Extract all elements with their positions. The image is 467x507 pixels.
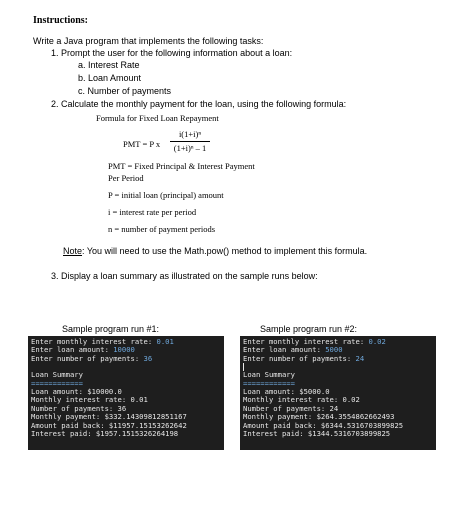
fraction-bar	[170, 141, 210, 142]
step-1-item-a: a. Interest Rate	[78, 60, 140, 70]
run-2-summary-title: Loan Summary	[243, 370, 295, 380]
definition-pmt-period: Per Period	[108, 173, 144, 183]
run-1-console	[28, 336, 224, 450]
run-1-interest-rate: Monthly interest rate: 0.01	[31, 395, 148, 405]
run-2-rate-line: Enter monthly interest rate: 0.02	[243, 337, 386, 346]
run-1-loan-amount: Loan amount: $10000.0	[31, 387, 122, 397]
note	[63, 246, 367, 257]
step-3: 3. Display a loan summary as illustrated on the sample runs below:	[51, 271, 318, 281]
intro-text: Write a Java program that implements the following tasks:	[33, 36, 264, 46]
formula-lhs: PMT = P x	[123, 139, 161, 149]
run-2-interest-rate: Monthly interest rate: 0.02	[243, 395, 360, 405]
definition-p: P = initial loan (principal) amount	[108, 190, 224, 200]
run-2-payments: Number of payments: 24	[243, 403, 339, 413]
run-1-summary-title: Loan Summary	[31, 370, 83, 380]
formula-denominator: (1+i)ⁿ – 1	[173, 143, 207, 153]
run-2-loan-amount: Loan amount: $5000.0	[243, 387, 330, 397]
note-text: : You will need to use the Math.pow() method to implement this formula.	[82, 246, 368, 256]
step-2: 2. Calculate the monthly payment for the loan, using the following formula:	[51, 99, 347, 109]
run-2-amount-line: Enter loan amount: 5000	[243, 345, 343, 355]
note-label: Note	[63, 246, 83, 256]
formula-title: Formula for Fixed Loan Repayment	[96, 113, 219, 123]
run-2-monthly-payment: Monthly payment: $264.3554862662493	[243, 412, 395, 422]
instructions-heading: Instructions:	[33, 15, 89, 26]
run-2-title: Sample program run #2:	[260, 324, 358, 334]
formula-numerator: i(1+i)ⁿ	[178, 129, 202, 139]
run-1-monthly-payment: Monthly payment: $332.14309812851167	[31, 412, 187, 422]
run-1-rate-line: Enter monthly interest rate: 0.01	[31, 337, 174, 346]
run-1-amount-line: Enter loan amount: 10000	[31, 345, 135, 355]
run-1-title: Sample program run #1:	[62, 324, 160, 334]
run-2-console	[240, 336, 436, 450]
step-1: 1. Prompt the user for the following information about a loan:	[51, 48, 293, 58]
run-1-payments-line: Enter number of payments: 36	[31, 353, 153, 363]
definition-i: i = interest rate per period	[108, 207, 197, 217]
run-2-paid-back: Amount paid back: $6344.5316703899825	[243, 420, 404, 430]
run-1-payments: Number of payments: 36	[31, 403, 127, 413]
run-1-separator: ============	[31, 378, 83, 388]
run-1-interest-paid: Interest paid: $1957.1515326264198	[31, 429, 179, 439]
step-1-item-c: c. Number of payments	[78, 86, 172, 96]
run-2-payments-line: Enter number of payments: 24	[243, 353, 365, 363]
run-2-interest-paid: Interest paid: $1344.5316703899825	[243, 429, 391, 439]
definition-n: n = number of payment periods	[108, 224, 216, 234]
run-2-separator: ============	[243, 378, 295, 388]
step-1-item-b: b. Loan Amount	[78, 73, 142, 83]
definition-pmt: PMT = Fixed Principal & Interest Payment	[108, 161, 255, 171]
run-1-paid-back: Amount paid back: $11957.15153262642	[31, 420, 187, 430]
